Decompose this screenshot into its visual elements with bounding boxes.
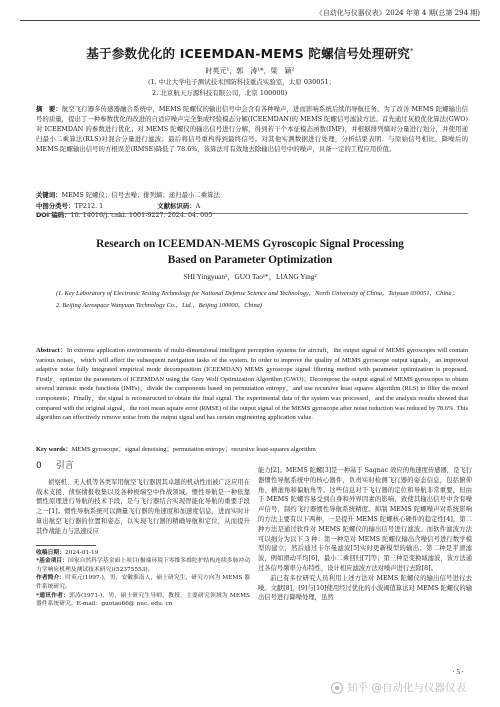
- title-chinese: [0, 44, 500, 62]
- header-rule: [20, 20, 480, 21]
- intro-paragraph: 前已有多位研究人员利用上述方法对 MEMS 陀螺仪的输出信号进行去噪。文献[8]，[9]与[10]使用经过优化的小波阈值算法对 MEMS 陀螺仪的输出信号进行降噪处理，虽然: [258, 574, 472, 602]
- classification-line: [36, 201, 468, 219]
- footnote-rule: [36, 545, 96, 546]
- section-heading-intro: [36, 462, 250, 472]
- abstract-chinese-text: 航空飞行器多传感器融合系统中，MEMS 陀螺仪的输出信号中会含有各种噪声，进而影响系统后续的导航任务。为了改善 MEMS 陀螺输出信号的质量，提出了一种参数优化的改进的自适应噪声完全集成经验模态分解(ICEEMDAN)的 MEMS 陀螺信号滤波方法。首先通过灰狼优化算法(GWO)对 ICEEMDAN 的参数进行优化；对 MEMS 陀螺仪的输出信号进行分解，得到若干个本征模态函数(IMF)，并根据排列熵对分量进行划分，并使用递归最小二乘算法(RLS)对混合分量进行滤波；最后将信号重构得到最终信号。对其他实测数据进行处理，分析结果表明：与原始信号相比，降噪后的 MEMS 陀螺输出信号的方根误差(RMSE)降低了 78.6%，该算法可有效地去除输出信号中的噪声，具备一定的工程应用价值。: [36, 105, 469, 153]
- affiliation-line: 2. 北京航天万源科技有限公司，北京 100000): [152, 88, 288, 97]
- title-english: [0, 236, 500, 268]
- keywords-chinese-text: MEMS 陀螺仪；信号去噪；排列熵；递归最小二乘算法: [61, 191, 220, 199]
- keywords-english-label: Key words：: [36, 446, 72, 453]
- section-number: 0: [36, 461, 42, 471]
- doi-code: DOI 编码：10. 14016/j. cnki. 1001-9227. 2024. 04. 005: [36, 211, 213, 219]
- abstract-chinese: [36, 104, 468, 154]
- abstract-english-text: In extreme application environments of multi-dimensional intelligent perception systems for aircraft，the output signal of MEMS gyroscopes will contain various noises，which will affect the subsequent navigation tasks of the system. In order to improve the quality of MEMS gyroscope output signals，an improved adaptive noise fully integrated empirical mode decomposition (ICEEMDAN) MEMS gyroscope signal filtering method with parameter optimization is proposed. Firstly，optimize the parameters of ICEEMDAN using the Grey Wolf Optimization Algorithm (GWO)；Decompose the output signal of MEMS gyroscopes to obtain several intrinsic mode functions (IMFs)，divide the components based on permutation entropy，and use recursive least squares algorithm (RLS) to filter the mixed components；Finally，the signal is reconstructed to obtain the final signal. The experimental data of the system was processed，and the analysis results showed that compared with the original signal，the root mean square error (RMSE) of the output signal of the MEMS gyroscope after noise reduction was reduced by 78.6%. This algorithm can effectively remove noise from the output signal and has certain engineering application value.: [36, 347, 469, 422]
- abstract-chinese-label: 摘 要：: [36, 105, 62, 113]
- intro-paragraph: 侦察机、无人机等各类军用航空飞行器因其卓越的机动性而被广泛应用在战术支援、侦察情报收集以及各种极端空中作战领域。惯性导航是一种依靠惯性原理进行导航的技术手段，是与飞行器结合实现智能化导航的重要手段之一[1]。惯性导航系统可以测量飞行器的角速度和加速度信息，进而实时计算出航空飞行器的位置和姿态，以实现飞行器的精确导航和定位，从而提升其作战能力与迅速反应: [36, 478, 250, 535]
- keywords-english: [36, 444, 468, 453]
- intro-paragraph-continued: 能力[2]。MEMS 陀螺[3]是一种基于 Sagnac 效应的角速度传感器，是飞行器惯性导航系统中的核心器件，负责实时检测飞行器的姿态信息，包括俯仰角、横滚角和偏航角等。这些信息对于飞行器的定位和导航非常重要，但由于 MEMS 陀螺容易受到自身和外界因素的影响，致使其输出信号中含有噪声信号，制约飞行器惯性导航系统精度。抑制 MEMS 陀螺噪声对系统影响的方法主要有以下两种，一是提升 MEMS 陀螺核心硬件的稳定性[4]，第二种方法是通过软件对 MEMS 陀螺仪的输出信号进行滤波。而软件滤波方法可以细分为以下 3 种：第一种是对 MEMS 陀螺仪输出含噪信号进行数学模型的建立，然后通过卡尔曼滤波[5]实时更新模型的输出；第二种是平滑滤波，例如滑动平均[6]，最小二乘回归[7]等；第三种是变换域滤波，该方法通过各信号频率分布特性，设计相应滤波方法对噪声进行去除[8]。: [258, 467, 472, 572]
- affiliation-line: 2. Beijing Aerospace Wanyuan Technology Co.，Ltd.，Beijing 100000，China): [56, 302, 262, 309]
- abstract-english: [36, 346, 468, 423]
- footnote-author-bio: 作者简介：时英元(1997-)，男，安徽淮南人，硕士研究生，研究方向为 MEMS 器件系统研究。: [36, 575, 250, 590]
- keywords-chinese-label: 关键词：: [36, 191, 62, 199]
- authors-english: SHI Yingyuan¹，GUO Tao¹*，LIANG Ying²: [183, 272, 317, 281]
- right-column: [258, 466, 472, 603]
- keywords-english-text: MEMS gyroscope；signal denoising；permutation entropy；recursive least-squares algorithm: [71, 446, 316, 453]
- title-footnote-mark: *: [409, 46, 414, 55]
- zhihu-logo-icon: [331, 682, 343, 694]
- abstract-english-label: Abstract：: [36, 347, 67, 354]
- title-english-line: Research on ICEEMDAN-MEMS Gyroscopic Signal Processing: [96, 238, 404, 250]
- page-number: · 5 ·: [452, 668, 464, 676]
- running-header: 《自动化与仪器仪表》2024 年第 4 期(总第 294 期): [315, 9, 480, 17]
- authors-chinese: 时英元¹，郭 涛¹*，梁 颖²: [205, 67, 295, 75]
- title-chinese-text: 基于参数优化的 ICEEMDAN-MEMS 陀螺信号处理研究: [86, 46, 410, 61]
- keywords-chinese: [36, 190, 468, 199]
- affiliations-chinese: [148, 77, 335, 98]
- footnote-funding: *基金项目：国家自然科学基金面上项目(极端环境下零维多维陀护结构连续多脉冲动力学响应机理及测试技术研究)(52375553)。: [36, 558, 250, 573]
- section-rule: [36, 213, 468, 214]
- affiliation-line: (1. Key Laboratory of Electronic Testing Technology for National Defense Science and Technology，North University of China，Taiyuan 030051，China；: [56, 290, 458, 297]
- footnotes: [36, 549, 250, 609]
- affiliation-line: (1. 中北大学电子测试技术国防科技重点实验室，太原 030051；: [148, 78, 336, 86]
- left-column: [36, 462, 250, 609]
- section-title: 引言: [55, 461, 74, 471]
- document-code: 文献标识码：A: [157, 202, 201, 210]
- clc-number: 中图分类号：TP212. 1: [36, 202, 104, 210]
- watermark: [331, 680, 466, 695]
- title-english-line: Based on Parameter Optimization: [167, 254, 333, 266]
- watermark-text: 知乎 @自动化与仪器仪表: [347, 682, 466, 694]
- footnote-corresponding-author: *通讯作者：郭涛(1971-)，男，硕士研究生导师，教授，主要研究领域为 MEMS 器件系统研究。E-mail：guotao66@ nuc. edu. cn: [36, 592, 250, 608]
- affiliations-english: [56, 289, 476, 311]
- footnote-received: 收稿日期：2024-01-19: [36, 549, 99, 556]
